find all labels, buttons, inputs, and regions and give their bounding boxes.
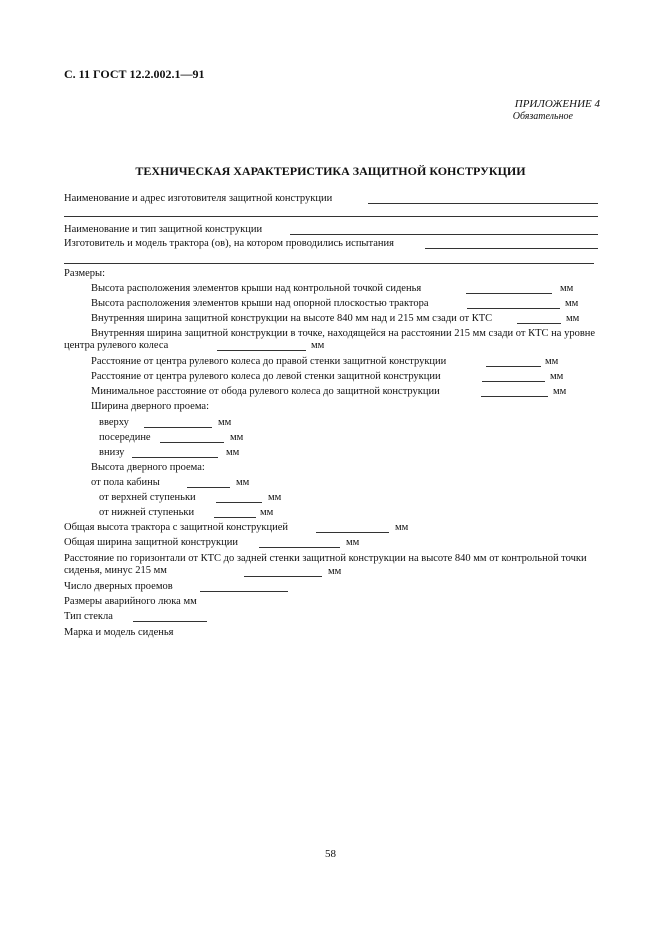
unit-label: мм [565,298,579,309]
doors-count-line[interactable] [200,591,288,592]
dim-wheel-right-label: Расстояние от центра рулевого колеса до правой стенки защитной конструкции [91,356,447,367]
dim-roof-platform-line[interactable] [467,308,560,309]
door-height-heading: Высота дверного проема: [91,462,205,473]
appendix-label: ПРИЛОЖЕНИЕ 4 [514,98,600,110]
door-width-bottom-line[interactable] [132,457,218,458]
seat-model-label: Марка и модель сиденья [64,627,174,638]
horizontal-distance-label: Расстояние по горизонтали от КТС до задней стенки защитной конструкции на высоте 840 мм от контрольной точки сиденья, минус 215 мм [64,553,587,576]
dim-inner-width-840-line[interactable] [517,323,561,324]
door-width-top-label: вверху [99,417,129,428]
unit-label: мм [550,371,564,382]
glass-type-line[interactable] [133,621,207,622]
unit-label: мм [545,356,559,367]
field-manufacturer-line-2[interactable] [64,216,598,217]
door-width-top-line[interactable] [144,427,212,428]
dim-wheel-min-line[interactable] [481,396,548,397]
door-height-lower-step-label: от нижней ступеньки [99,507,195,518]
field-manufacturer-label: Наименование и адрес изготовителя защитной конструкции [64,193,333,204]
dim-roof-seat-label: Высота расположения элементов крыши над контрольной точкой сиденья [91,283,422,294]
horizontal-distance-line[interactable] [244,576,322,577]
unit-label: мм [566,313,580,324]
unit-label: мм [311,340,325,351]
page-header: С. 11 ГОСТ 12.2.002.1—91 [64,67,205,81]
doors-count-label: Число дверных проемов [64,581,173,592]
total-height-label: Общая высота трактора с защитной конструкцией [64,522,289,533]
dim-inner-width-wheel-label: Внутренняя ширина защитной конструкции в точке, находящейся на расстоянии 215 мм сзади от КТС на уровне центра рулевого колеса [64,328,596,351]
page-number: 58 [325,848,336,860]
total-width-line[interactable] [259,547,340,548]
door-height-floor-line[interactable] [187,487,230,488]
field-type-line[interactable] [290,234,598,235]
unit-label: мм [553,386,567,397]
door-width-middle-line[interactable] [160,442,224,443]
unit-label: мм [346,537,360,548]
unit-label: мм [260,507,274,518]
dim-wheel-min-label: Минимальное расстояние от обода рулевого колеса до защитной конструкции [91,386,440,397]
unit-label: мм [230,432,244,443]
dim-roof-platform-label: Высота расположения элементов крыши над опорной плоскостью трактора [91,298,429,309]
total-height-line[interactable] [316,532,389,533]
door-height-floor-label: от пола кабины [91,477,160,488]
unit-label: мм [236,477,250,488]
door-height-upper-step-label: от верхней ступеньки [99,492,196,503]
dim-wheel-left-line[interactable] [482,381,545,382]
unit-label: мм [226,447,240,458]
appendix-status: Обязательное [512,111,573,122]
dim-wheel-right-line[interactable] [486,366,541,367]
dims-heading: Размеры: [64,268,106,279]
door-height-upper-step-line[interactable] [216,502,262,503]
unit-label: мм [218,417,232,428]
field-tractor-line[interactable] [425,248,598,249]
door-width-middle-label: посередине [99,432,151,443]
unit-label: мм [328,566,342,577]
total-width-label: Общая ширина защитной конструкции [64,537,238,548]
hatch-size-label: Размеры аварийного люка мм [64,596,197,607]
dim-wheel-left-label: Расстояние от центра рулевого колеса до левой стенки защитной конструкции [91,371,441,382]
field-manufacturer-line[interactable] [368,203,598,204]
field-type-label: Наименование и тип защитной конструкции [64,224,263,235]
glass-type-label: Тип стекла [64,611,113,622]
door-height-lower-step-line[interactable] [214,517,256,518]
field-tractor-line-2[interactable] [64,263,594,264]
document-title: ТЕХНИЧЕСКАЯ ХАРАКТЕРИСТИКА ЗАЩИТНОЙ КОНСТРУКЦИИ [135,164,526,178]
unit-label: мм [268,492,282,503]
door-width-bottom-label: внизу [99,447,125,458]
unit-label: мм [560,283,574,294]
door-width-heading: Ширина дверного проема: [91,401,209,412]
unit-label: мм [395,522,409,533]
dim-roof-seat-line[interactable] [466,293,552,294]
dim-inner-width-840-label: Внутренняя ширина защитной конструкции на высоте 840 мм над и 215 мм сзади от КТС [91,313,493,324]
dim-inner-width-wheel-line[interactable] [217,350,306,351]
field-tractor-label: Изготовитель и модель трактора (ов), на котором проводились испытания [64,238,394,249]
